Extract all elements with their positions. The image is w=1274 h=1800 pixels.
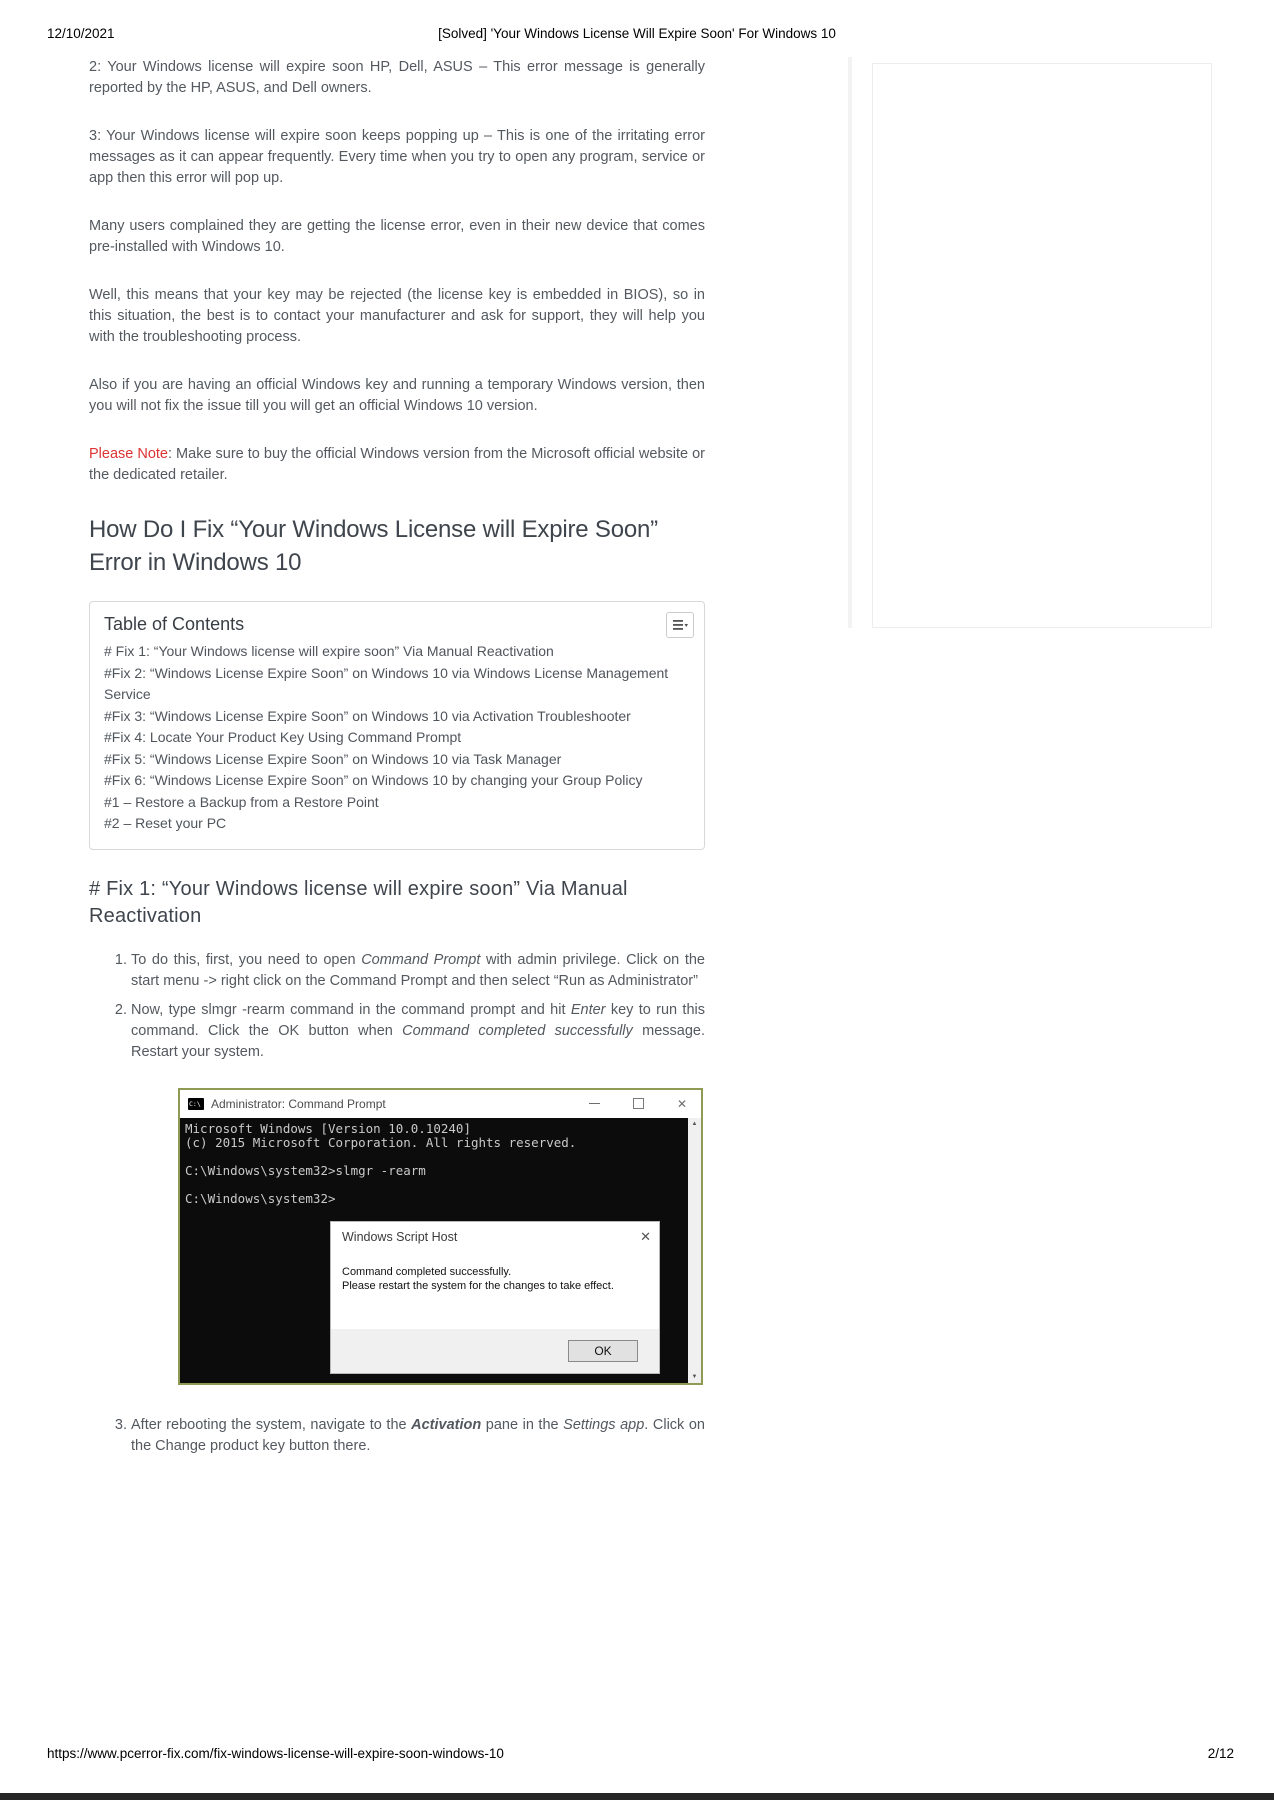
page-bottom-bar bbox=[0, 1793, 1274, 1800]
ok-button: OK bbox=[568, 1340, 638, 1362]
article-content bbox=[89, 57, 705, 1457]
toc-link[interactable]: #Fix 2: “Windows License Expire Soon” on Windows 10 via Windows License Management Service bbox=[104, 664, 669, 702]
cmd-window-controls bbox=[589, 1098, 687, 1110]
command-prompt-screenshot bbox=[178, 1088, 703, 1385]
text-segment: To do this, first, you need to open bbox=[131, 951, 362, 968]
text-segment: Settings app bbox=[563, 1416, 645, 1433]
toc-link[interactable]: #Fix 4: Locate Your Product Key Using Command Prompt bbox=[104, 729, 462, 745]
paragraph-keeps-popping: 3: Your Windows license will expire soon keeps popping up – This is one of the irritating error messages as it can appear frequently. Every time when you try to open any program, service or app then this error will pop up. bbox=[89, 128, 705, 186]
text-segment: Command Prompt bbox=[361, 951, 481, 968]
terminal-line: C:\Windows\system32> bbox=[185, 1190, 336, 1206]
cmd-icon: C:\ bbox=[188, 1098, 204, 1110]
terminal-line: (c) 2015 Microsoft Corporation. All rights reserved. bbox=[185, 1134, 577, 1150]
ad-placeholder-box bbox=[872, 63, 1212, 628]
terminal-scrollbar bbox=[688, 1118, 701, 1383]
dialog-message-line: Command completed successfully. bbox=[342, 1265, 512, 1278]
step-item-1 bbox=[131, 950, 705, 992]
toc-link[interactable]: #Fix 6: “Windows License Expire Soon” on Windows 10 by changing your Group Policy bbox=[104, 772, 643, 788]
text-segment: message. Restart your system. bbox=[131, 1022, 705, 1060]
toc-list bbox=[104, 641, 690, 835]
script-host-dialog bbox=[330, 1221, 660, 1374]
text-segment: key to run this command. Click the OK button when bbox=[131, 1001, 706, 1039]
paragraph-key-rejected: Well, this means that your key may be rejected (the license key is embedded in BIOS), so in this situation, the best is to contact your manufacturer and ask for support, they will help you with the troubleshooting process. bbox=[89, 287, 705, 345]
toc-title: Table of Contents bbox=[104, 614, 245, 634]
cmd-window-title: Administrator: Command Prompt bbox=[211, 1096, 386, 1111]
toc-link[interactable]: #2 – Reset your PC bbox=[104, 815, 227, 831]
toc-link[interactable]: #Fix 5: “Windows License Expire Soon” on Windows 10 via Task Manager bbox=[104, 750, 562, 767]
steps-list bbox=[89, 950, 705, 1063]
text-segment: Activation bbox=[411, 1416, 482, 1433]
terminal-area bbox=[180, 1118, 701, 1383]
paragraph-many-users: Many users complained they are getting the license error, even in their new device that comes pre-installed with Windows 10. bbox=[89, 218, 705, 255]
terminal-line: Microsoft Windows [Version 10.0.10240] bbox=[185, 1120, 471, 1136]
print-header bbox=[0, 26, 1274, 44]
cmd-title-bar bbox=[180, 1090, 701, 1118]
note-paragraph bbox=[89, 444, 705, 486]
table-of-contents bbox=[89, 601, 705, 850]
dialog-title: Windows Script Host bbox=[342, 1229, 458, 1244]
content-sidebar-divider bbox=[848, 57, 852, 628]
paragraph-official-key: Also if you are having an official Windows key and running a temporary Windows version, then you will not fix the issue till you will get an official Windows 10 version. bbox=[89, 377, 705, 414]
text-segment: Command completed successfully bbox=[402, 1022, 633, 1039]
toc-toggle-button[interactable] bbox=[666, 612, 694, 638]
text-segment: Enter bbox=[570, 1001, 606, 1018]
toc-link[interactable]: # Fix 1: “Your Windows license will expire soon” Via Manual Reactivation bbox=[104, 643, 554, 659]
print-date: 12/10/2021 bbox=[47, 26, 115, 41]
terminal-line bbox=[185, 1150, 701, 1164]
toc-header bbox=[104, 614, 690, 635]
toc-link[interactable]: #Fix 3: “Windows License Expire Soon” on Windows 10 via Activation Troubleshooter bbox=[104, 707, 631, 724]
terminal-output bbox=[180, 1118, 701, 1206]
dialog-message-line: Please restart the system for the changes to take effect. bbox=[342, 1279, 614, 1292]
scroll-up-icon: ▲ bbox=[691, 1120, 698, 1127]
scroll-down-icon: ▼ bbox=[691, 1373, 698, 1380]
print-footer bbox=[47, 1746, 1234, 1761]
dialog-message bbox=[331, 1244, 659, 1293]
text-segment: . Click on the Change product key button there. bbox=[131, 1416, 705, 1454]
text-segment: : Make sure to buy the official Windows version from the Microsoft official website or the dedicated retailer. bbox=[89, 446, 705, 483]
fix1-heading: # Fix 1: “Your Windows license will expire soon” Via Manual Reactivation bbox=[89, 877, 628, 927]
steps-list-continued bbox=[89, 1415, 705, 1457]
text-segment: Now, type slmgr -rearm command in the command prompt and hit bbox=[131, 1001, 571, 1018]
page-number: 2/12 bbox=[1207, 1746, 1234, 1761]
print-title: [Solved] 'Your Windows License Will Expire Soon' For Windows 10 bbox=[438, 26, 836, 41]
terminal-line bbox=[185, 1178, 701, 1192]
text-segment: with admin privilege. Click on the start menu -> right click on the Command Prompt and then select “Run as Administrator” bbox=[131, 951, 705, 989]
minimize-icon bbox=[589, 1103, 600, 1104]
text-segment: After rebooting the system, navigate to the bbox=[131, 1416, 412, 1433]
step-item-3 bbox=[131, 1415, 705, 1457]
maximize-icon bbox=[633, 1098, 644, 1109]
paragraph-error-hp-dell: 2: Your Windows license will expire soon HP, Dell, ASUS – This error message is generally reported by the HP, ASUS, and Dell owners. bbox=[89, 59, 705, 96]
source-url: https://www.pcerror-fix.com/fix-windows-license-will-expire-soon-windows-10 bbox=[47, 1746, 504, 1761]
dialog-close-icon: ✕ bbox=[640, 1228, 651, 1244]
terminal-line: C:\Windows\system32>slmgr -rearm bbox=[185, 1162, 426, 1178]
toc-toggle-icon bbox=[673, 619, 688, 631]
close-icon: ✕ bbox=[676, 1096, 687, 1111]
step-item-2 bbox=[131, 1000, 705, 1063]
text-segment: Please Note bbox=[89, 446, 168, 462]
dialog-title-bar bbox=[331, 1222, 659, 1244]
toc-link[interactable]: #1 – Restore a Backup from a Restore Point bbox=[104, 793, 379, 810]
text-segment: pane in the bbox=[481, 1416, 564, 1433]
section-heading: How Do I Fix “Your Windows License will Expire Soon” Error in Windows 10 bbox=[89, 516, 658, 576]
dialog-footer bbox=[331, 1329, 659, 1373]
